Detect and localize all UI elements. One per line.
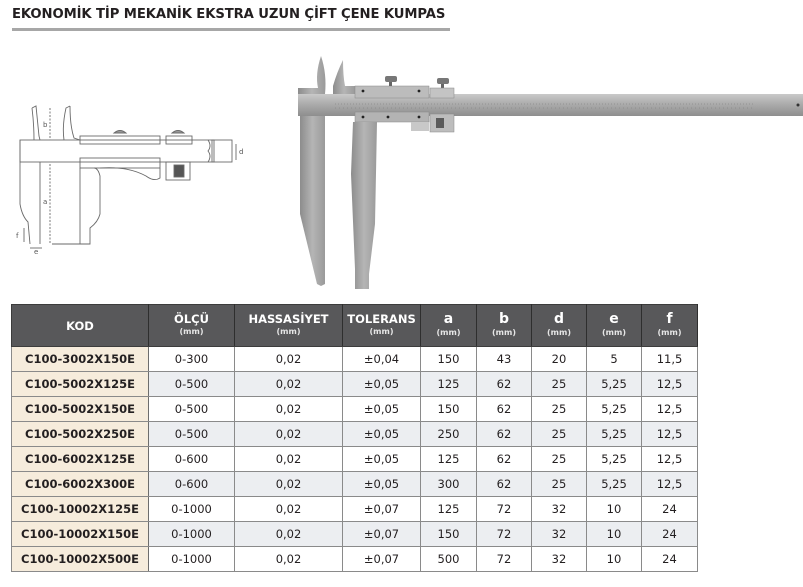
cell-d: 32 [532,547,587,572]
cell-b: 62 [477,447,532,472]
cell-a: 125 [421,372,477,397]
column-header-kod: KOD [12,305,149,347]
cell-hassasiyet: 0,02 [235,397,343,422]
cell-olcu: 0-300 [149,347,235,372]
caliper-product-photo [285,54,803,304]
cell-e: 5,25 [587,422,642,447]
table-row [12,397,698,422]
cell-d: 25 [532,472,587,497]
cell-d: 32 [532,522,587,547]
cell-a: 300 [421,472,477,497]
table-row [12,472,698,497]
dimension-label-b: b [43,121,48,129]
cell-hassasiyet: 0,02 [235,447,343,472]
cell-tolerans: ±0,05 [343,472,421,497]
cell-olcu: 0-1000 [149,547,235,572]
dimension-label-e: e [34,248,39,256]
cell-kod: C100-5002X250E [12,422,149,447]
cell-a: 150 [421,347,477,372]
cell-a: 500 [421,547,477,572]
cell-kod: C100-10002X500E [12,547,149,572]
cell-kod: C100-6002X300E [12,472,149,497]
table-row [12,347,698,372]
caliper-dimension-diagram [8,96,246,262]
cell-f: 24 [642,522,698,547]
column-header-f: f (mm) [642,305,698,347]
cell-e: 10 [587,547,642,572]
cell-e: 5,25 [587,372,642,397]
cell-olcu: 0-1000 [149,522,235,547]
cell-f: 12,5 [642,397,698,422]
page-title: EKONOMİK TİP MEKANİK EKSTRA UZUN ÇİFT ÇENE KUMPAS [12,7,446,22]
cell-a: 125 [421,447,477,472]
column-header-a: a (mm) [421,305,477,347]
title-divider [12,28,450,31]
cell-kod: C100-6002X125E [12,447,149,472]
cell-olcu: 0-1000 [149,497,235,522]
column-header-tolerans: TOLERANS (mm) [343,305,421,347]
table-header-row [12,305,698,347]
cell-e: 5 [587,347,642,372]
cell-a: 125 [421,497,477,522]
column-header-hassasiyet: HASSASİYET (mm) [235,305,343,347]
cell-f: 12,5 [642,372,698,397]
cell-tolerans: ±0,07 [343,547,421,572]
cell-a: 150 [421,397,477,422]
cell-d: 25 [532,372,587,397]
specifications-table [11,304,698,572]
table-row [12,522,698,547]
cell-b: 62 [477,472,532,497]
cell-tolerans: ±0,05 [343,372,421,397]
cell-hassasiyet: 0,02 [235,472,343,497]
cell-f: 24 [642,547,698,572]
cell-f: 12,5 [642,422,698,447]
table-row [12,497,698,522]
dimension-label-a: a [43,198,48,206]
cell-d: 25 [532,397,587,422]
cell-kod: C100-5002X150E [12,397,149,422]
cell-e: 5,25 [587,472,642,497]
cell-f: 11,5 [642,347,698,372]
cell-kod: C100-3002X150E [12,347,149,372]
cell-d: 25 [532,422,587,447]
cell-f: 12,5 [642,447,698,472]
cell-b: 62 [477,422,532,447]
dimension-label-f: f [16,232,19,240]
column-header-olcu: ÖLÇÜ (mm) [149,305,235,347]
cell-a: 250 [421,422,477,447]
cell-olcu: 0-600 [149,447,235,472]
cell-d: 25 [532,447,587,472]
cell-olcu: 0-600 [149,472,235,497]
cell-e: 5,25 [587,397,642,422]
cell-b: 62 [477,397,532,422]
cell-b: 72 [477,522,532,547]
cell-kod: C100-10002X150E [12,522,149,547]
cell-hassasiyet: 0,02 [235,547,343,572]
cell-e: 10 [587,497,642,522]
cell-kod: C100-10002X125E [12,497,149,522]
cell-hassasiyet: 0,02 [235,347,343,372]
column-header-e: e (mm) [587,305,642,347]
cell-olcu: 0-500 [149,422,235,447]
table-row [12,422,698,447]
cell-a: 150 [421,522,477,547]
cell-hassasiyet: 0,02 [235,497,343,522]
cell-hassasiyet: 0,02 [235,522,343,547]
cell-olcu: 0-500 [149,372,235,397]
cell-tolerans: ±0,05 [343,397,421,422]
cell-f: 12,5 [642,472,698,497]
cell-f: 24 [642,497,698,522]
cell-tolerans: ±0,07 [343,522,421,547]
cell-tolerans: ±0,07 [343,497,421,522]
cell-tolerans: ±0,04 [343,347,421,372]
cell-hassasiyet: 0,02 [235,422,343,447]
cell-e: 10 [587,522,642,547]
cell-b: 72 [477,497,532,522]
cell-e: 5,25 [587,447,642,472]
cell-d: 20 [532,347,587,372]
table-row [12,447,698,472]
dimension-label-d: d [239,148,244,156]
column-header-d: d (mm) [532,305,587,347]
cell-tolerans: ±0,05 [343,447,421,472]
cell-tolerans: ±0,05 [343,422,421,447]
table-row [12,372,698,397]
table-row [12,547,698,572]
cell-b: 43 [477,347,532,372]
column-header-b: b (mm) [477,305,532,347]
cell-hassasiyet: 0,02 [235,372,343,397]
cell-olcu: 0-500 [149,397,235,422]
cell-b: 72 [477,547,532,572]
cell-d: 32 [532,497,587,522]
cell-b: 62 [477,372,532,397]
cell-kod: C100-5002X125E [12,372,149,397]
